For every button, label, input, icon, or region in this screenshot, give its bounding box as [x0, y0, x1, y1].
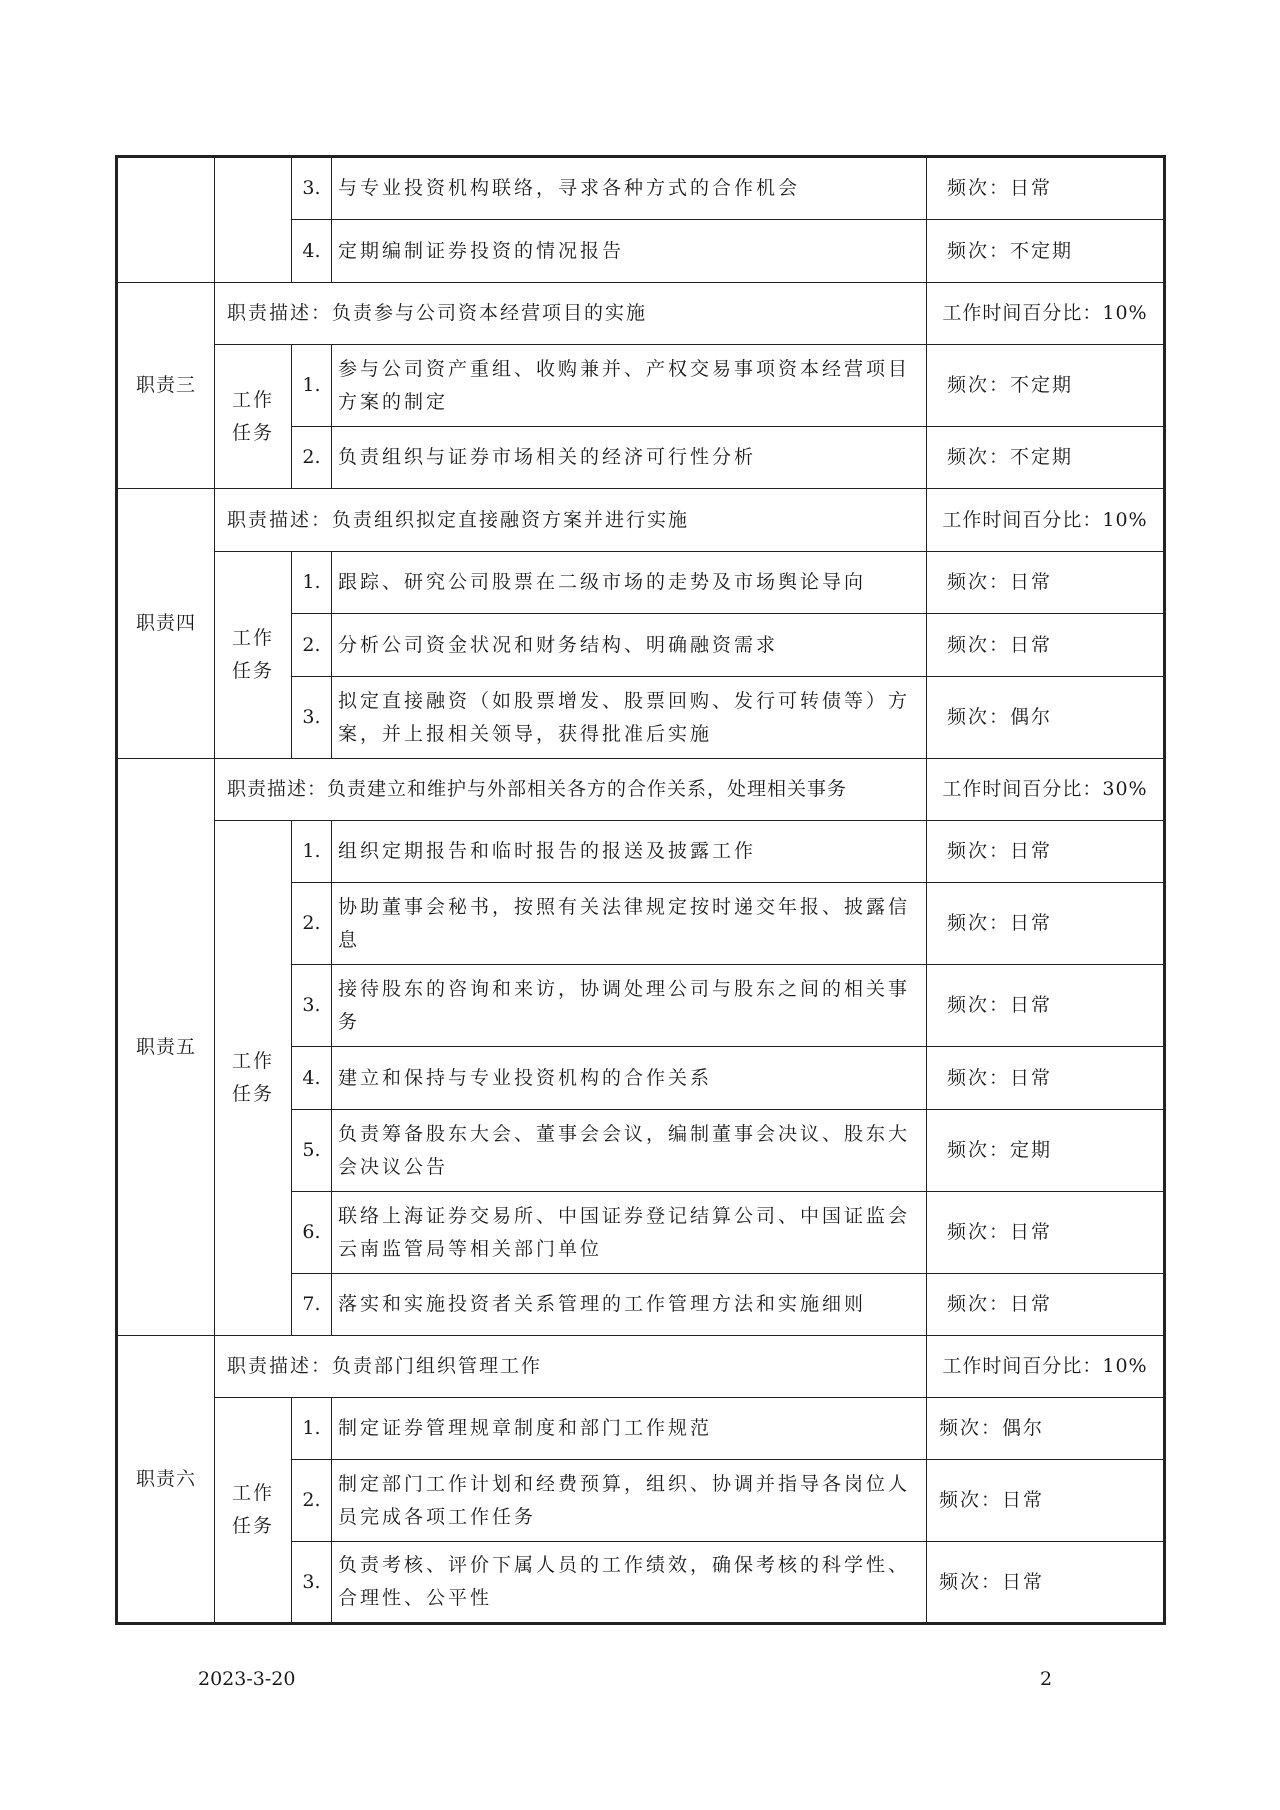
duty-description: [215, 759, 927, 821]
duty-description-text: 负责参与公司资本经营项目的实施: [332, 302, 648, 324]
duty-description-row: [117, 1336, 1165, 1398]
duty-description-text: 负责部门组织管理工作: [332, 1355, 543, 1377]
task-text: 与专业投资机构联络，寻求各种方式的合作机会: [332, 157, 927, 220]
task-number: 3.: [292, 677, 332, 759]
duty-description-label: 职责描述：: [227, 508, 333, 531]
duty-description-text: 负责建立和维护与外部相关各方的合作关系，处理相关事务: [327, 778, 848, 800]
duty-label: 职责五: [117, 759, 215, 1336]
task-text: 负责筹备股东大会、董事会会议，编制董事会决议、股东大会决议公告: [332, 1110, 927, 1192]
task-frequency: 频次：日常: [927, 1274, 1165, 1336]
duty-description-row: [117, 283, 1165, 345]
task-frequency: 频次：日常: [927, 552, 1165, 614]
table-row: [117, 552, 1165, 614]
work-label-line: 工作: [231, 1050, 274, 1072]
duty-label-cell: [117, 157, 215, 283]
table-row: [117, 157, 1165, 220]
task-text: 建立和保持与专业投资机构的合作关系: [332, 1047, 927, 1110]
footer-date: 2023-3-20: [198, 1668, 296, 1690]
task-number: 1.: [292, 345, 332, 427]
duty-label: 职责六: [117, 1336, 215, 1624]
task-frequency: 频次：日常: [927, 157, 1165, 220]
duty-description-text: 负责组织拟定直接融资方案并进行实施: [332, 508, 690, 531]
task-frequency: 频次：日常: [927, 1047, 1165, 1110]
task-frequency: 频次：日常: [927, 1460, 1165, 1542]
task-number: 1.: [292, 821, 332, 883]
task-number: 4.: [292, 1047, 332, 1110]
duty-label: 职责四: [117, 489, 215, 759]
task-text: 跟踪、研究公司股票在二级市场的走势及市场舆论导向: [332, 552, 927, 614]
task-number: 4.: [292, 220, 332, 283]
task-frequency: 频次：日常: [927, 614, 1165, 677]
work-time-percentage: 工作时间百分比：10%: [927, 489, 1165, 552]
task-number: 7.: [292, 1274, 332, 1336]
work-tasks-label: [215, 552, 292, 759]
work-time-percentage: 工作时间百分比：10%: [927, 1336, 1165, 1398]
task-frequency: 频次：日常: [927, 1192, 1165, 1274]
task-frequency: 频次：不定期: [927, 427, 1165, 489]
task-number: 2.: [292, 427, 332, 489]
task-text: 分析公司资金状况和财务结构、明确融资需求: [332, 614, 927, 677]
task-text: 拟定直接融资（如股票增发、股票回购、发行可转债等）方案，并上报相关领导，获得批准后实施: [332, 677, 927, 759]
task-number: 2.: [292, 1460, 332, 1542]
duty-description-row: [117, 489, 1165, 552]
duty-description: [215, 283, 927, 345]
task-text: 联络上海证券交易所、中国证券登记结算公司、中国证监会云南监管局等相关部门单位: [332, 1192, 927, 1274]
task-text: 接待股东的咨询和来访，协调处理公司与股东之间的相关事务: [332, 965, 927, 1047]
duty-description: [215, 1336, 927, 1398]
work-label-line: 工作: [231, 1482, 274, 1504]
task-text: 负责组织与证券市场相关的经济可行性分析: [332, 427, 927, 489]
duty-description-label: 职责描述：: [227, 778, 328, 800]
task-frequency: 频次：日常: [927, 965, 1165, 1047]
work-label-line: 任务: [231, 1083, 274, 1105]
duty-label: 职责三: [117, 283, 215, 489]
task-frequency: 频次：日常: [927, 883, 1165, 965]
duty-description-label: 职责描述：: [227, 1355, 333, 1377]
work-label-line: 任务: [231, 1515, 274, 1537]
task-text: 参与公司资产重组、收购兼并、产权交易事项资本经营项目方案的制定: [332, 345, 927, 427]
table-row: [117, 821, 1165, 883]
task-number: 3.: [292, 157, 332, 220]
task-number: 2.: [292, 614, 332, 677]
task-number: 1.: [292, 552, 332, 614]
task-frequency: 频次：不定期: [927, 220, 1165, 283]
work-tasks-label: [215, 821, 292, 1336]
duty-description-label: 职责描述：: [227, 302, 333, 324]
task-text: 制定部门工作计划和经费预算，组织、协调并指导各岗位人员完成各项工作任务: [332, 1460, 927, 1542]
work-tasks-label: [215, 1398, 292, 1624]
table-row: [117, 1398, 1165, 1460]
task-frequency: 频次：日常: [927, 1542, 1165, 1624]
work-label-line: 工作: [231, 627, 274, 649]
task-text: 负责考核、评价下属人员的工作绩效，确保考核的科学性、合理性、公平性: [332, 1542, 927, 1624]
work-label-line: 工作: [231, 388, 274, 411]
work-label-line: 任务: [231, 421, 274, 444]
task-text: 落实和实施投资者关系管理的工作管理方法和实施细则: [332, 1274, 927, 1336]
task-number: 3.: [292, 1542, 332, 1624]
work-time-percentage: 工作时间百分比：30%: [927, 759, 1165, 821]
task-frequency: 频次：不定期: [927, 345, 1165, 427]
task-text: 组织定期报告和临时报告的报送及披露工作: [332, 821, 927, 883]
duties-table: [115, 155, 1166, 1625]
task-number: 3.: [292, 965, 332, 1047]
task-number: 1.: [292, 1398, 332, 1460]
table-row: [117, 345, 1165, 427]
task-number: 5.: [292, 1110, 332, 1192]
task-number: 2.: [292, 883, 332, 965]
duty-description: [215, 489, 927, 552]
task-frequency: 频次：偶尔: [927, 677, 1165, 759]
task-frequency: 频次：定期: [927, 1110, 1165, 1192]
work-time-percentage: 工作时间百分比：10%: [927, 283, 1165, 345]
task-text: 定期编制证券投资的情况报告: [332, 220, 927, 283]
task-text: 协助董事会秘书，按照有关法律规定按时递交年报、披露信息: [332, 883, 927, 965]
work-tasks-label: [215, 345, 292, 489]
work-label-cell: [215, 157, 292, 283]
task-frequency: 频次：偶尔: [927, 1398, 1165, 1460]
duty-description-row: [117, 759, 1165, 821]
page-number: 2: [1040, 1668, 1053, 1690]
task-frequency: 频次：日常: [927, 821, 1165, 883]
task-number: 6.: [292, 1192, 332, 1274]
work-label-line: 任务: [231, 660, 274, 682]
task-text: 制定证券管理规章制度和部门工作规范: [332, 1398, 927, 1460]
